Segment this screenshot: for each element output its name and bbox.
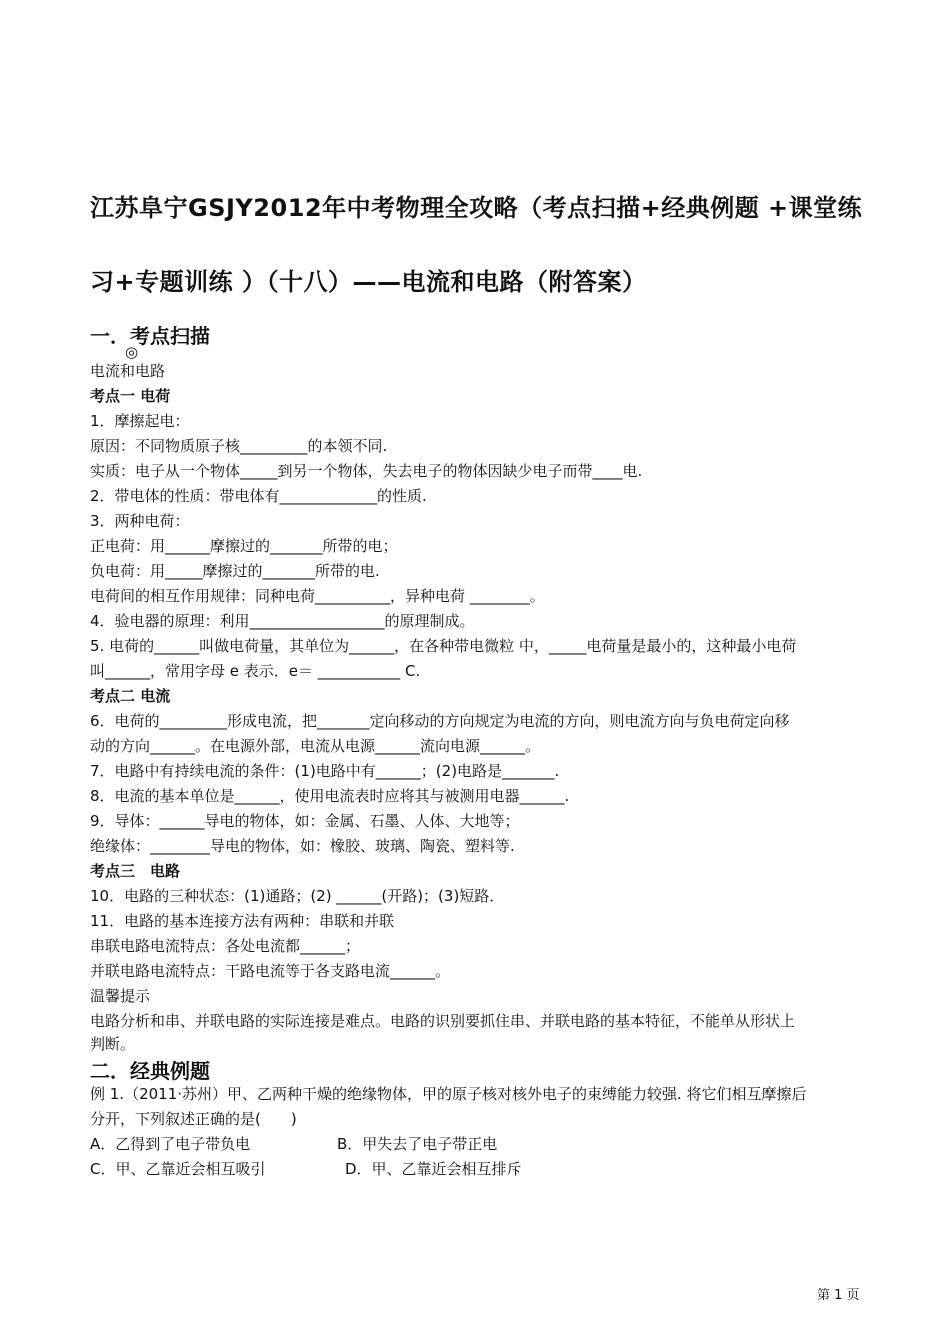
example-line-2: 分开，下列叙述正确的是( ) — [90, 1110, 297, 1128]
text-line: 1．摩擦起电： — [90, 412, 190, 430]
option-a: A．乙得到了电子带负电 — [90, 1135, 251, 1153]
text-line: 负电荷：用_____摩擦过的_______所带的电. — [90, 562, 380, 580]
option-d: D．甲、乙靠近会相互排斥 — [345, 1160, 522, 1178]
subheading-charge: 考点一 电荷 — [90, 387, 171, 405]
text-line: 5. 电荷的______叫做电荷量，其单位为______，在各种带电微粒 中，_____电荷量是最小的，这种最小电荷 — [90, 637, 797, 655]
text-line: 8．电流的基本单位是______，使用电流表时应将其与被测用电器______. — [90, 787, 570, 805]
section-heading-1: 一．考点扫描 — [90, 324, 210, 348]
text-line: 6．电荷的_________形成电流，把_______定向移动的方向规定为电流的方向，则电流方向与负电荷定向移 — [90, 712, 790, 730]
page-number: 第 1 页 — [817, 1288, 860, 1303]
title-line-2: 习+专题训练 ）（十八）——电流和电路（附答案） — [90, 268, 647, 296]
text-line: 原因：不同物质原子核_________的本领不同. — [90, 437, 388, 455]
option-b: B．甲失去了电子带正电 — [337, 1135, 498, 1153]
text-line: 9．导体：______导电的物体，如：金属、石墨、人体、大地等； — [90, 812, 520, 830]
section-heading-2: 二．经典例题 — [90, 1059, 210, 1083]
text-line: 串联电路电流特点：各处电流都______； — [90, 937, 361, 955]
text-line: 11．电路的基本连接方法有两种：串联和并联 — [90, 912, 395, 930]
example-line-1: 例 1.（2011·苏州）甲、乙两种干燥的绝缘物体，甲的原子核对核外电子的束缚能力较强. 将它们相互摩擦后 — [90, 1085, 807, 1103]
option-c: C．甲、乙靠近会相互吸引 — [90, 1160, 266, 1178]
subheading-current: 考点二 电流 — [90, 687, 171, 705]
text-line: 电路分析和串、并联电路的实际连接是难点。电路的识别要抓住串、并联电路的基本特征，不能单从形状上 — [90, 1012, 796, 1030]
tip-label: 温馨提示 — [90, 987, 151, 1005]
text-line: 2．带电体的性质：带电体有_____________的性质. — [90, 487, 427, 505]
text-line: 并联电路电流特点：干路电流等于各支路电流______。 — [90, 962, 451, 980]
text-line: 动的方向______。在电源外部，电流从电源______流向电源______。 — [90, 737, 541, 755]
text-line: 电荷间的相互作用规律：同种电荷__________，异种电荷 ________。 — [90, 587, 545, 605]
text-line: 正电荷：用______摩擦过的_______所带的电； — [90, 537, 398, 555]
text-line: 绝缘体：________导电的物体，如：橡胶、玻璃、陶瓷、塑料等. — [90, 837, 515, 855]
text-line: 判断。 — [90, 1035, 136, 1053]
topic-label: 电流和电路 — [90, 362, 166, 380]
text-line: 实质：电子从一个物体_____到另一个物体，失去电子的物体因缺少电子而带____电. — [90, 462, 643, 480]
text-line: 4．验电器的原理：利用__________________的原理制成。 — [90, 612, 475, 630]
subheading-circuit: 考点三 电路 — [90, 862, 181, 880]
text-line: 10．电路的三种状态：(1)通路；(2) ______(开路)；(3)短路． — [90, 887, 505, 905]
text-line: 叫______，常用字母 e 表示．e＝ ___________ C. — [90, 662, 421, 680]
title-line-1: 江苏阜宁GSJY2012年中考物理全攻略（考点扫描+经典例题 +课堂练 — [90, 194, 863, 222]
bullseye-icon: ◎ — [125, 343, 139, 361]
text-line: 3．两种电荷： — [90, 512, 190, 530]
text-line: 7．电路中有持续电流的条件：(1)电路中有______；(2)电路是_______. — [90, 762, 560, 780]
